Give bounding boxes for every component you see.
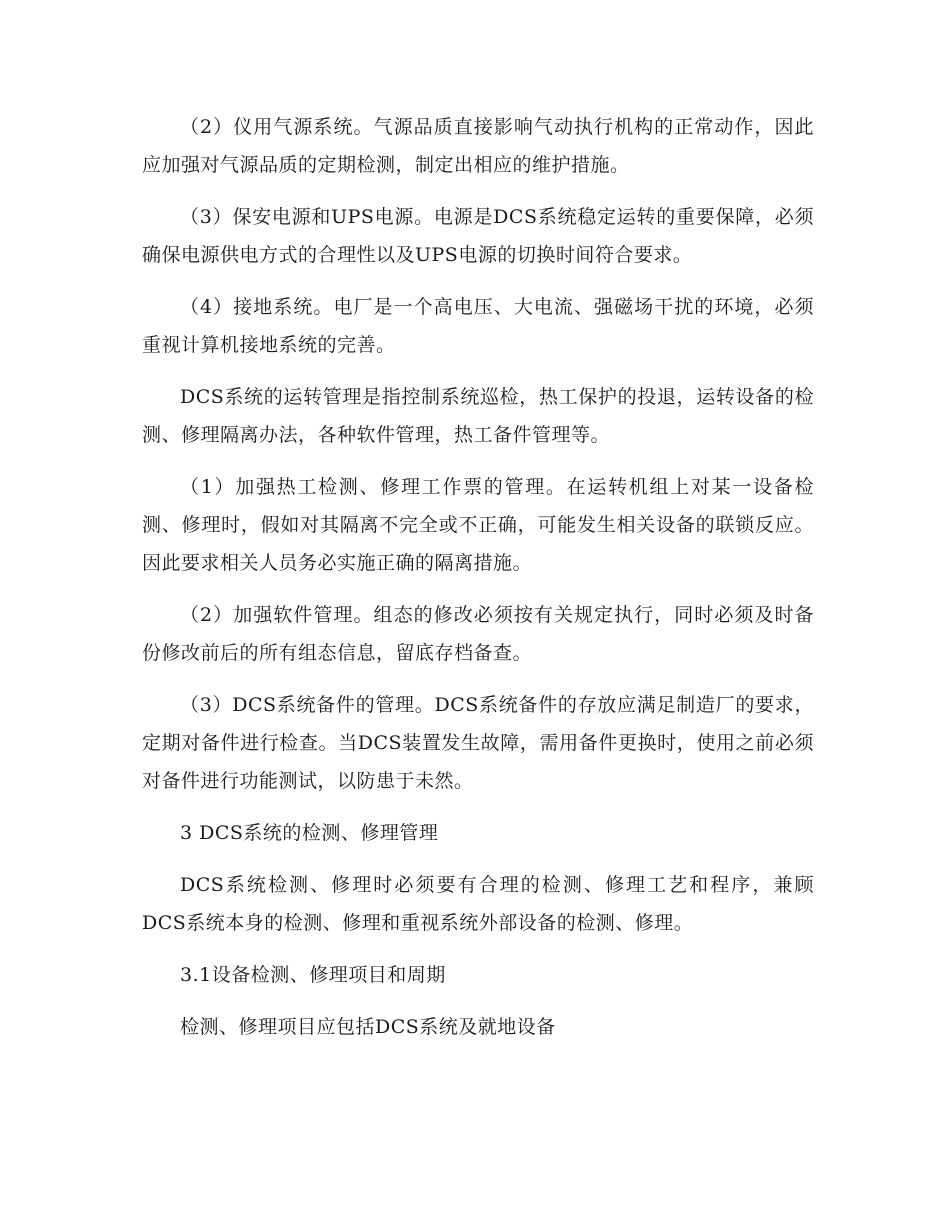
paragraph-operation-management: DCS系统的运转管理是指控制系统巡检，热工保护的投退，运转设备的检测、修理隔离办法，各种软件管理，热工备件管理等。 (142, 386, 814, 446)
section-heading-3-1: 3.1设备检测、修理项目和周期 (180, 964, 446, 986)
paragraph-section-3: DCS系统检测、修理时必须要有合理的检测、修理工艺和程序，兼顾DCS系统本身的检测、修理和重视系统外部设备的检测、修理。 (142, 874, 814, 934)
document-body (142, 108, 814, 1060)
section-heading-3: 3 DCS系统的检测、修理管理 (180, 822, 439, 844)
paragraph-spare-parts: （3）DCS系统备件的管理。DCS系统备件的存放应满足制造厂的要求，定期对备件进行检查。当DCS装置发生故障，需用备件更换时，使用之前必须对备件进行功能测试，以防患于未然。 (142, 694, 814, 792)
paragraph-grounding: （4）接地系统。电厂是一个高电压、大电流、强磁场干扰的环境，必须重视计算机接地系统的完善。 (142, 296, 814, 356)
paragraph-ups-power: （3）保安电源和UPS电源。电源是DCS系统稳定运转的重要保障，必须确保电源供电方式的合理性以及UPS电源的切换时间符合要求。 (142, 206, 814, 266)
paragraph-work-ticket: （1）加强热工检测、修理工作票的管理。在运转机组上对某一设备检测、修理时，假如对其隔离不完全或不正确，可能发生相关设备的联锁反应。因此要求相关人员务必实施正确的隔离措施。 (142, 476, 814, 574)
paragraph-software-management: （2）加强软件管理。组态的修改必须按有关规定执行，同时必须及时备份修改前后的所有组态信息，留底存档备查。 (142, 604, 814, 664)
paragraph-section-3-1: 检测、修理项目应包括DCS系统及就地设备 (180, 1016, 556, 1038)
paragraph-instrument-air: （2）仪用气源系统。气源品质直接影响气动执行机构的正常动作，因此应加强对气源品质的定期检测，制定出相应的维护措施。 (142, 116, 814, 176)
